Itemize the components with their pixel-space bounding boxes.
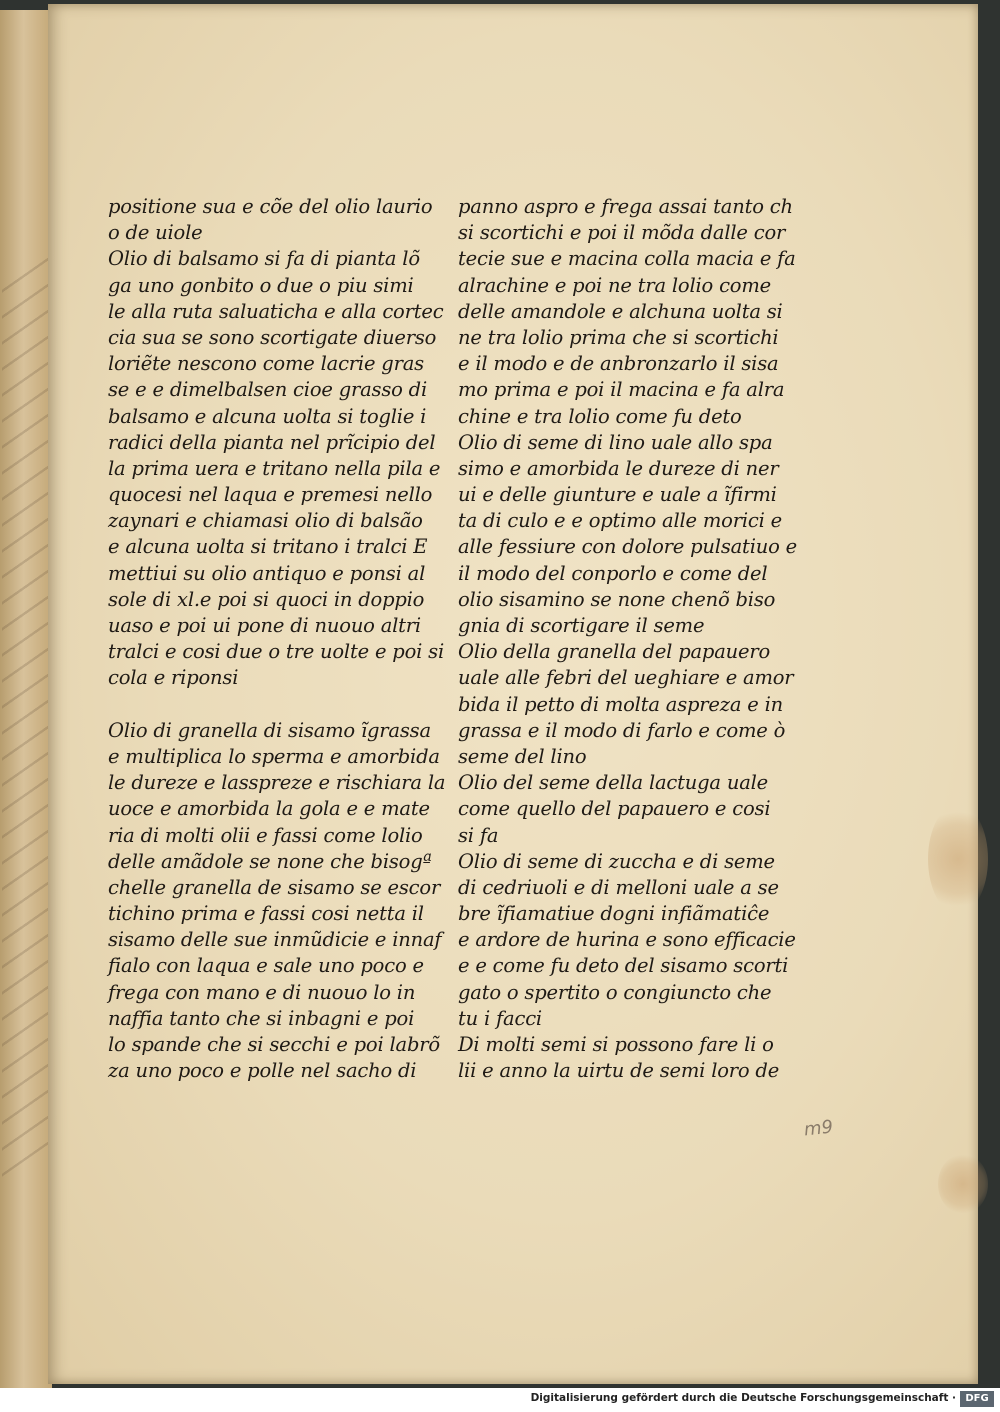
text-line: uale alle febri del ueghiare e amor	[458, 666, 794, 690]
text-line: di cedriuoli e di melloni uale a se	[458, 875, 779, 899]
text-line: bida il petto di molta aspreza e in	[458, 692, 783, 716]
text-line: ria di molti olii e fassi come lolio	[108, 823, 423, 847]
text-line: Olio di seme di lino uale allo spa	[458, 430, 773, 454]
text-line: alrachine e poi ne tra lolio come	[458, 273, 771, 297]
text-line: Olio del seme della lactuga uale	[458, 771, 768, 795]
text-line: olio sisamino se none chenõ biso	[458, 587, 776, 611]
text-line: e e come fu deto del sisamo scorti	[458, 954, 789, 978]
text-line: za uno poco e polle nel sacho di	[108, 1059, 417, 1083]
text-line: mo prima e poi il macina e fa alra	[458, 378, 785, 402]
text-line: e multiplica lo sperma e amorbida	[108, 744, 440, 768]
text-line: la prima uera e tritano nella pila e	[108, 456, 441, 480]
text-line: cola e riponsi	[108, 666, 239, 690]
text-line: e ardore de hurina e sono efficacie	[458, 928, 796, 952]
text-line: balsamo e alcuna uolta si toglie i	[108, 404, 427, 428]
right-text-column	[458, 194, 797, 1084]
text-line: simo e amorbida le dureze di ner	[458, 456, 779, 480]
text-line: naffia tanto che si inbagni e poi	[108, 1006, 415, 1030]
left-text-column	[108, 194, 446, 1084]
text-line: come quello del papauero e cosi	[458, 797, 771, 821]
text-line: Olio di seme di zuccha e di seme	[458, 849, 775, 873]
text-line: lo spande che si secchi e poi labrõ	[108, 1033, 440, 1056]
text-line: Olio della granella del papauero	[458, 640, 770, 664]
text-line: le dureze e lasspreze e rischiara la	[108, 771, 446, 795]
text-line: frega con mano e di nuouo lo in	[108, 980, 416, 1004]
text-line: e alcuna uolta si tritano i tralci E	[108, 535, 428, 559]
text-line: o de uiole	[108, 221, 203, 245]
text-line: delle amãdole se none che bisogª	[108, 849, 432, 873]
text-line: ne tra lolio prima che si scortichi	[458, 325, 779, 349]
text-line: grassa e il modo di farlo e come ò	[458, 718, 786, 742]
text-line: tichino prima e fassi cosi netta il	[108, 902, 424, 926]
text-line: sisamo delle sue inmũdicie e innaf	[108, 928, 442, 952]
text-line: tu i facci	[458, 1006, 542, 1030]
text-line: lii e anno la uirtu de semi loro de	[458, 1059, 780, 1083]
text-line: quocesi nel laqua e premesi nello	[108, 483, 433, 507]
handwritten-folio-annotation: m9	[802, 1116, 835, 1141]
text-line: tralci e cosi due o tre uolte e poi si	[108, 640, 444, 664]
text-line: delle amandole e alchuna uolta si	[458, 299, 783, 323]
text-line: uoce e amorbida la gola e e mate	[108, 797, 430, 821]
dfg-logo: DFG	[960, 1391, 994, 1407]
text-line: zaynari e chiamasi olio di balsão	[108, 509, 423, 533]
text-line: ga uno gonbito o due o piu simi	[108, 273, 414, 297]
text-line: gnia di scortigare il seme	[458, 614, 705, 637]
text-line: bre ĩfiamatiue dogni infiãmatiĉe	[458, 902, 770, 926]
text-line: Di molti semi si possono fare li o	[458, 1033, 774, 1056]
text-line: seme del lino	[458, 744, 587, 768]
text-line: se e e dimelbalsen cioe grasso di	[108, 378, 427, 402]
text-line: Olio di balsamo si fa di pianta lõ	[108, 247, 420, 271]
text-line: tecie sue e macina colla macia e fa	[458, 247, 796, 271]
text-line: chine e tra lolio come fu deto	[458, 404, 742, 428]
text-line: il modo del conporlo e come del	[458, 561, 768, 585]
paper-stain	[938, 1154, 988, 1214]
bleed-through-text	[2, 243, 50, 1177]
text-line: radici della pianta nel prĩcipio del	[108, 430, 436, 454]
footer-bar	[0, 1388, 1000, 1412]
text-line: ta di culo e e optimo alle morici e	[458, 509, 782, 533]
funding-notice: Digitalisierung gefördert durch die Deutsche Forschungsgemeinschaft ·	[530, 1392, 956, 1404]
paper-stain	[928, 804, 988, 914]
text-line: positione sua e cõe del olio laurio	[108, 195, 433, 218]
text-line: Olio di granella di sisamo ĩgrassa	[108, 718, 431, 742]
paragraph-gap	[108, 692, 408, 718]
text-line: cia sua se sono scortigate diuerso	[108, 325, 437, 349]
text-line: alle fessiure con dolore pulsatiuo e	[458, 535, 797, 559]
previous-page-edge	[0, 10, 52, 1388]
text-line: mettiui su olio antiquo e ponsi al	[108, 561, 426, 585]
text-line: ui e delle giunture e uale a ĩfirmi	[458, 483, 777, 507]
text-line: si scortichi e poi il mõda dalle cor	[458, 221, 786, 245]
text-line: gato o spertito o congiuncto che	[458, 980, 772, 1004]
text-line: panno aspro e frega assai tanto ch	[458, 195, 793, 218]
text-line: fialo con laqua e sale uno poco e	[108, 954, 424, 978]
text-line: le alla ruta saluaticha e alla cortec	[108, 299, 444, 323]
text-line: sole di xl.e poi si quoci in doppio	[108, 587, 425, 611]
text-line: si fa	[458, 823, 499, 847]
text-line: chelle granella de sisamo se escor	[108, 875, 441, 899]
text-line: e il modo e de anbronzarlo il sisa	[458, 352, 779, 376]
text-line: loriẽte nescono come lacrie gras	[108, 352, 424, 376]
text-line: uaso e poi ui pone di nuouo altri	[108, 614, 421, 637]
